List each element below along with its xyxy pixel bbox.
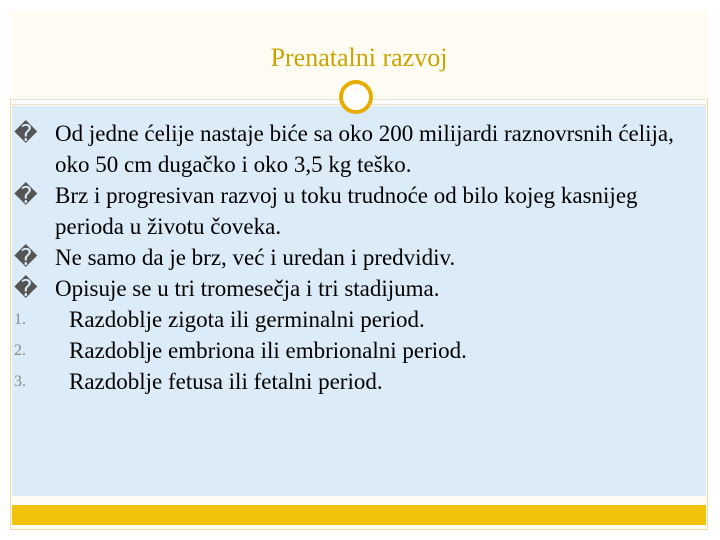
bullet-item — [14, 180, 694, 242]
bullet-marker-icon: � — [14, 183, 38, 208]
bullet-marker-icon: � — [14, 245, 38, 270]
bullet-text: Od jedne ćelije nastaje biće sa oko 200 milijardi raznovrsnih ćelija, oko 50 cm dugačko i oko 3,5 kg teško. — [55, 121, 674, 177]
bullet-marker-icon: � — [14, 276, 38, 301]
numbered-text: Razdoblje zigota ili germinalni period. — [69, 307, 425, 332]
circle-ornament-icon — [339, 80, 373, 114]
list-number: 2. — [14, 342, 26, 359]
bullet-marker-icon: � — [14, 121, 38, 146]
list-number: 3. — [14, 373, 26, 390]
numbered-text: Razdoblje fetusa ili fetalni period. — [69, 369, 383, 394]
bullet-item — [14, 242, 694, 273]
bullet-list — [14, 118, 694, 397]
slide-title: Prenatalni razvoj — [270, 43, 448, 72]
bullet-text: Ne samo da je brz, već i uredan i predvidiv. — [55, 245, 456, 270]
bullet-item — [14, 118, 694, 180]
bullet-text: Opisuje se u tri tromesečja i tri stadijuma. — [55, 276, 440, 301]
numbered-item — [14, 366, 694, 397]
bullet-text: Brz i progresivan razvoj u toku trudnoće od bilo kojeg kasnijeg perioda u životu čoveka. — [55, 183, 638, 239]
bullet-item — [14, 273, 694, 304]
numbered-item — [14, 335, 694, 366]
list-number: 1. — [14, 311, 26, 328]
numbered-text: Razdoblje embriona ili embrionalni period. — [69, 338, 467, 363]
bottom-accent-bar — [12, 505, 706, 525]
numbered-item — [14, 304, 694, 335]
